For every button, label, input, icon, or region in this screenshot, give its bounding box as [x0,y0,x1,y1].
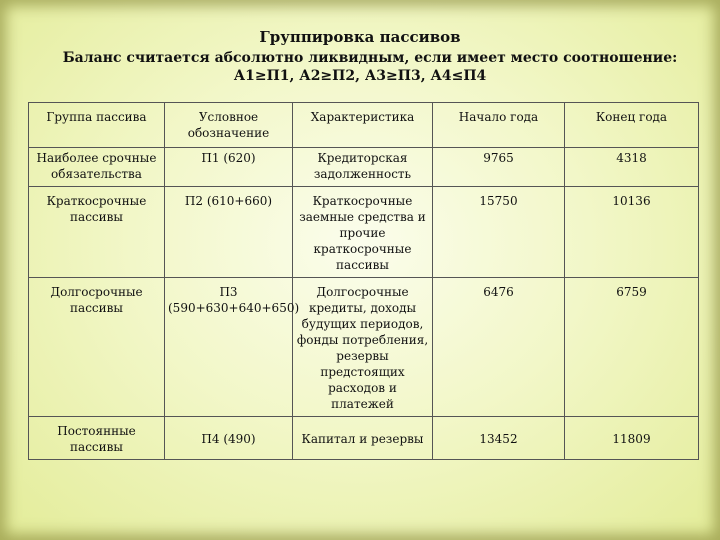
table-cell: Долгосрочные пассивы [29,278,165,417]
table-cell: Наиболее срочные обязательства [29,148,165,187]
table-row [29,278,699,417]
table-cell: 6476 [433,278,565,417]
table-cell: Кредиторская задолженность [293,148,433,187]
table-cell: 15750 [433,187,565,278]
header-cell: Условное обозначение [165,103,293,148]
table-cell: П4 (490) [165,417,293,460]
header-cell: Конец года [565,103,699,148]
table-cell: Долгосрочные кредиты, доходы будущих периодов, фонды потребления, резервы предстоящих расходов и платежей [293,278,433,417]
slide-title: Группировка пассивов [259,28,461,46]
table-cell: П1 (620) [165,148,293,187]
table-header-row [29,103,699,148]
table-cell: Краткосрочные пассивы [29,187,165,278]
table-cell: 9765 [433,148,565,187]
table-cell: П3 (590+630+640+650) [165,278,293,417]
header-cell: Начало года [433,103,565,148]
table-cell: П2 (610+660) [165,187,293,278]
table-cell: 13452 [433,417,565,460]
header-cell: Группа пассива [29,103,165,148]
liabilities-table [28,102,699,460]
table-cell: Капитал и резервы [293,417,433,460]
slide-subtitle: Баланс считается абсолютно ликвидным, если имеет место соотношение: [62,50,678,66]
table-cell: Постоянные пассивы [29,417,165,460]
table-row [29,417,699,460]
table-cell: 4318 [565,148,699,187]
liquidity-formula: А1≥П1, А2≥П2, А3≥П3, А4≤П4 [233,68,487,84]
table-row [29,148,699,187]
table-cell: Краткосрочные заемные средства и прочие краткосрочные пассивы [293,187,433,278]
header-cell: Характеристика [293,103,433,148]
table-cell: 11809 [565,417,699,460]
table-row [29,187,699,278]
table-cell: 10136 [565,187,699,278]
table-cell: 6759 [565,278,699,417]
